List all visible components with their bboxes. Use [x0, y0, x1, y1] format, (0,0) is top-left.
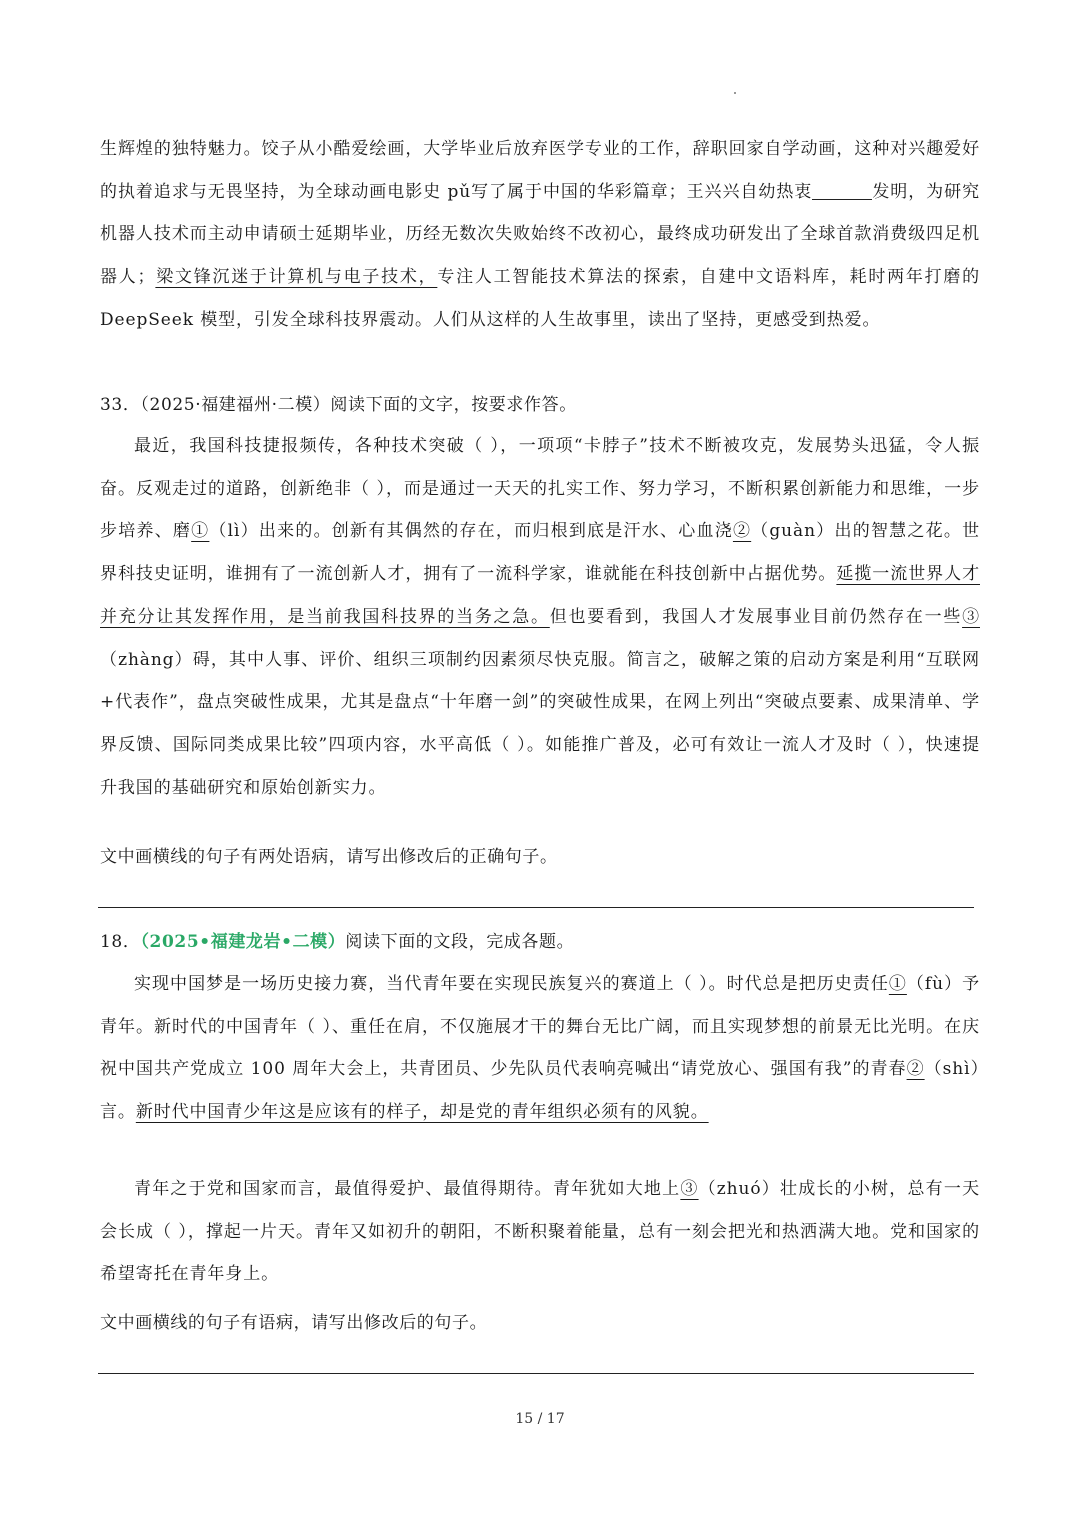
- page-number: 15 / 17: [515, 1411, 565, 1427]
- q18-underlined-sentence: 新时代中国青少年这是应该有的样子，却是党的青年组织必须有的风貌。: [135, 1102, 709, 1123]
- continued-passage: [100, 128, 980, 342]
- q33-underlined-sentence: 延揽一流世界人才并充分让其发挥作用，是当前我国科技界的当务之急。: [100, 564, 980, 627]
- question-18-instruction: 文中画横线的句子有语病，请写出修改后的句子。: [100, 1313, 488, 1333]
- question-33-passage: [100, 425, 980, 809]
- scan-speck: [734, 92, 736, 94]
- question-18-paragraph-1: [100, 963, 980, 1134]
- q33-text-3: （guàn）出的智慧之花。世界科技史证明，谁拥有了一流创新人才，拥有了一流科学家，谁就能在科技创新中占据优势。: [100, 521, 981, 585]
- question-18-source: （2025•福建龙岩•二模）: [140, 932, 346, 952]
- question-18-prompt: 阅读下面的文段，完成各题。: [345, 932, 575, 952]
- underlined-sentence: 梁文锋沉迷于计算机与电子技术，: [155, 267, 438, 288]
- question-18-number: 18．: [100, 932, 141, 952]
- answer-line-33: [98, 907, 974, 908]
- q18-text-3: （shì）言。: [100, 1059, 980, 1123]
- q33-text-2: （lì）出来的。创新有其偶然的存在，而归根到底是汗水、心血浇: [209, 521, 733, 542]
- q33-text-5: （zhàng）碍，其中人事、评价、组织三项制约因素须尽快克服。简言之，破解之策的启动方案是利用“互联网+代表作”，盘点突破性成果，尤其是盘点“十年磨一剑”的突破性成果，在网上列出“突破点要素、成果清单、学界反馈、国际同类成果比较”四项内容，水平高低（ ）。如能推广普及，必可有效让一流人才及时（ ），快速提升我国的基础研究和原始创新实力。: [100, 649, 980, 798]
- q33-blank-2: ②: [732, 521, 752, 542]
- passage-text-2: 发明，为研究机器人技术而主动申请硕士延期毕业，历经无数次失败始终不改初心，最终成功研发出了全球首款消费级四足机器人；: [100, 181, 980, 288]
- q33-text-4: 但也要看到，我国人才发展事业目前仍然存在一些: [549, 606, 963, 627]
- q18-text-2: （fù）予青年。新时代的中国青年（ ）、重任在肩，不仅施展才干的舞台无比广阔，而且实现梦想的前景无比光明。在庆祝中国共产党成立 100 周年大会上，共青团员、少先队员代表响亮喊出“请党放心、强国有我”的青春: [100, 974, 980, 1080]
- answer-blank: [812, 181, 872, 200]
- q18-text-4a: 青年之于党和国家而言，最值得爱护、最值得期待。青年犹如大地上: [134, 1179, 681, 1199]
- passage-text-3: 专注人工智能技术算法的探索，自建中文语料库，耗时两年打磨的 DeepSeek 模型，引发全球科技界震动。人们从这样的人生故事里，读出了坚持，更感受到热爱。: [100, 267, 981, 330]
- q18-text-4b: （zhuó）壮成长的小树，总有一天会长成（ ），撑起一片天。青年又如初升的朝阳，不断积聚着能量，总有一刻会把光和热洒满大地。党和国家的希望寄托在青年身上。: [100, 1179, 980, 1285]
- q18-text-1: 实现中国梦是一场历史接力赛，当代青年要在实现民族复兴的赛道上（ ）。时代总是把历史责任: [134, 974, 889, 994]
- question-33-instruction: 文中画横线的句子有两处语病，请写出修改后的正确句子。: [100, 847, 558, 867]
- question-18-header: [100, 921, 980, 963]
- question-18-paragraph-2: [100, 1168, 980, 1296]
- q18-blank-2: ②: [906, 1059, 925, 1080]
- answer-line-18: [98, 1373, 974, 1374]
- q33-blank-1: ①: [191, 521, 210, 542]
- question-33-header: 33．（2025·福建福州·二模）阅读下面的文字，按要求作答。: [100, 395, 577, 415]
- passage-text-1: 生辉煌的独特魅力。饺子从小酷爱绘画，大学毕业后放弃医学专业的工作，辞职回家自学动画，这种对兴趣爱好的执着追求与无畏坚持，为全球动画电影史 pǔ写了属于中国的华彩篇章；王兴兴自幼热衷: [100, 139, 980, 202]
- q18-blank-3: ③: [680, 1179, 699, 1199]
- q33-blank-3: ③: [962, 606, 980, 627]
- q18-blank-1: ①: [888, 974, 907, 994]
- q33-text-1: 最近，我国科技捷报频传，各种技术突破（ ），一项项“卡脖子”技术不断被攻克，发展势头迅猛，令人振奋。反观走过的道路，创新绝非（ ），而是通过一天天的扎实工作、努力学习，不断积累创新能力和思维，一步步培养、磨: [100, 436, 980, 542]
